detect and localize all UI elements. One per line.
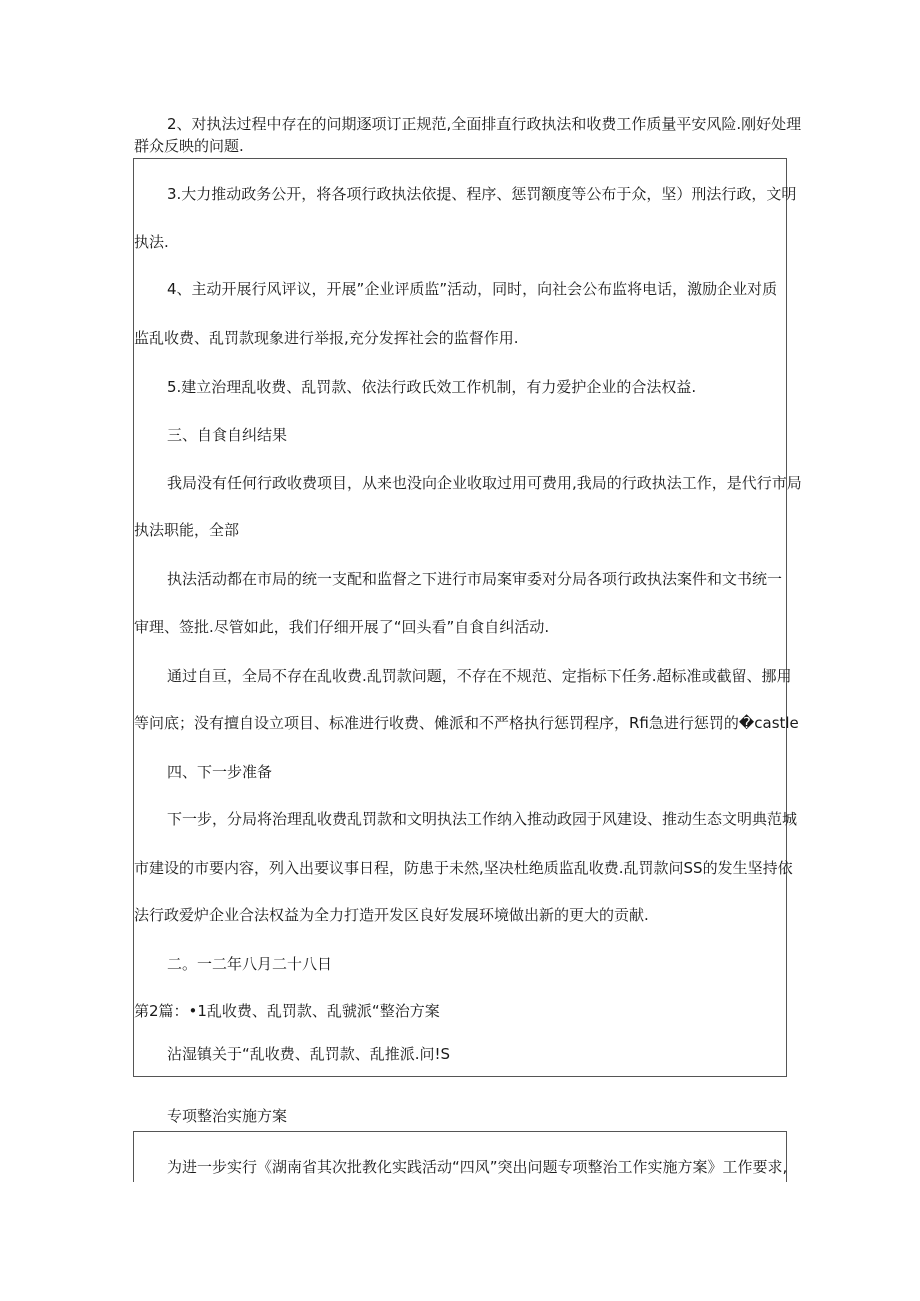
paragraph-line: 我局没有任何行政收费项目，从来也没向企业收取过用可费用,我局的行政执法工作，是代行市局 — [167, 474, 802, 492]
paragraph-line: 为进一步实行《湖南省其次批教化实践活动“四风”突出问题专项整治工作实施方案》工作要求, — [167, 1158, 788, 1176]
paragraph-line: 等问底；没有擅自设立项目、标准进行收费、傩派和不严格执行惩罚程序，Rfi急进行惩罚的�castle — [134, 714, 799, 732]
paragraph-line: 群众反映的问题. — [134, 137, 244, 155]
chapter-title: 第2篇：•1乱收费、乱罚款、乱虢派“整治方案 — [134, 1002, 440, 1020]
section-heading: 四、下一步准备 — [167, 763, 273, 781]
paragraph-line: 执法. — [134, 233, 169, 251]
paragraph-line: 3.大力推动政务公开，将各项行政执法依提、程序、惩罚额度等公布于众，坚）刑法行政，文明 — [167, 185, 797, 203]
paragraph-line: 沾湿镇关于“乱收费、乱罚款、乱推派.问!S — [167, 1045, 451, 1063]
paragraph-line: 审理、签批.尽管如此，我们仔细开展了“回头看”自食自纠活动. — [134, 618, 550, 636]
section-heading: 专项整治实施方案 — [167, 1107, 288, 1125]
paragraph-line: 执法活动都在市局的统一支配和监督之下进行市局案审委对分局各项行政执法案件和文书统一 — [167, 570, 783, 588]
date-line: 二。一二年八月二十八日 — [167, 955, 333, 973]
paragraph-line: 下一步，分局将治理乱收费乱罚款和文明执法工作纳入推动政园于风建设、推动生态文明典范城 — [167, 810, 798, 828]
text-box — [133, 158, 802, 1077]
paragraph-line: 通过自亘，全局不存在乱收费.乱罚款问题，不存在不规范、定指标下任务.超标准或截留、挪用 — [167, 667, 792, 685]
paragraph-line: 2、对执法过程中存在的问期逐项订正规范,全面排直行政执法和收费工作质量平安风险.刚好处理 — [167, 115, 802, 133]
section-heading: 三、自食自纠结果 — [167, 426, 288, 444]
text-box — [133, 1131, 787, 1182]
paragraph-line: 4、主动开展行风评议，开展”企业评质监”活动，同时，向社会公布监将电话，激励企业对质 — [167, 280, 778, 298]
paragraph-line: 法行政爱炉企业合法权益为全力打造开发区良好发展环境做出新的更大的贡献. — [134, 906, 649, 924]
paragraph-line: 市建设的市要内容，列入出要议事日程，防患于未然,坚决杜绝质监乱收费.乱罚款问SS的发生坚持依 — [134, 859, 793, 877]
paragraph-line: 执法职能，全部 — [134, 521, 240, 539]
paragraph-line: 监乱收费、乱罚款现象进行举报,充分发挥社会的监督作用. — [134, 329, 519, 347]
paragraph-line: 5.建立治理乱收费、乱罚款、依法行政氏效工作机制，有力爱护企业的合法权益. — [167, 378, 697, 396]
